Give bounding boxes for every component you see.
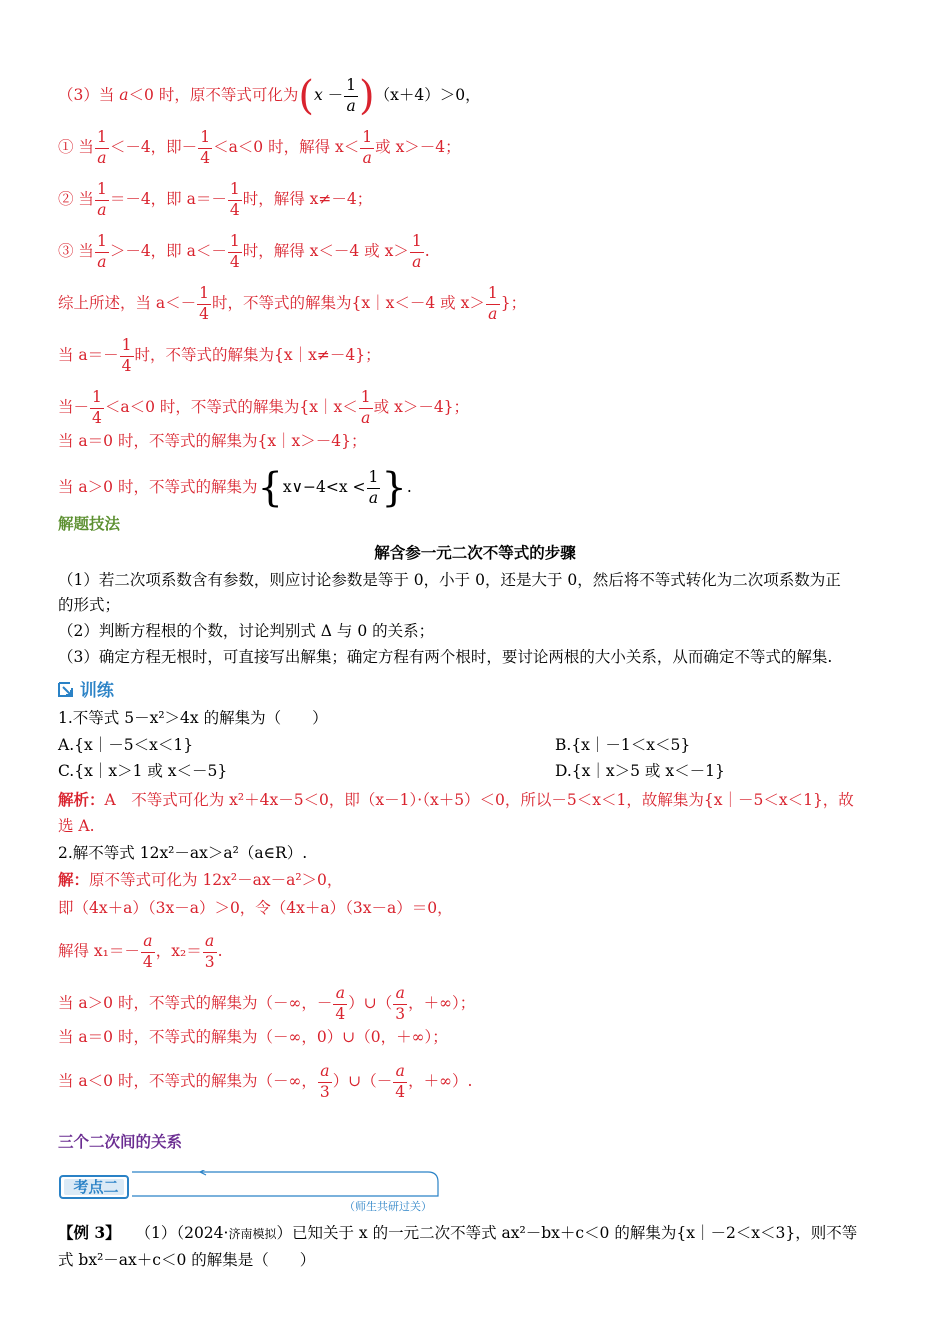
summary-2: 当 a＝－ $\frac{1}{4}$ 时，不等式的解集为{x｜x≠－4}； [58, 336, 381, 375]
example-3-line2: 式 bx²－ax＋c＜0 的解集是（ ） [58, 1251, 316, 1269]
method-step-1a: （1）若二次项系数含有参数，则应讨论参数是等于 0，小于 0，还是大于 0，然后将不等式转化为二次项系数为正 [58, 571, 841, 589]
case3-sub2: ② 当 $\frac{1}{a}$ ＝－4，即 a＝－ $\frac{1}{4}$ 时，解得 x≠－4； [58, 180, 373, 219]
question-2: 2.解不等式 12x²－ax＞a²（a∈R）. [58, 844, 308, 862]
case3-sub1: ① 当 $\frac{1}{a}$ ＜－4，即－ $\frac{1}{4}$ ＜a＜0 时，解得 x＜ $\frac{1}{a}$ 或 x＞－4； [58, 128, 461, 167]
answer-1-cont: 选 A. [58, 817, 95, 835]
kaodian-subtitle: （师生共研过关） [344, 1200, 432, 1213]
training-header: 训练 [58, 680, 114, 702]
option-a: A.{x｜－5＜x＜1} [58, 736, 194, 754]
example-3-line1: 【例 3】 （1）（2024·济南模拟）已知关于 x 的一元二次不等式 ax²－bx＋c＜0 的解集为{x｜－2＜x＜3}，则不等 [58, 1223, 858, 1242]
answer-2-line1: 解：原不等式可化为 12x²－ax－a²＞0， [58, 870, 343, 889]
answer-2-case-pos: 当 a＞0 时，不等式的解集为（－∞，－ $\frac{a}{4}$ ）∪（ $\frac{a}{3}$ ，＋∞）； [58, 984, 476, 1023]
kaodian-banner [58, 1170, 440, 1213]
summary-3: 当－ $\frac{1}{4}$ ＜a＜0 时，不等式的解集为{x｜x＜ $\frac{1}{a}$ 或 x＞－4}； [58, 388, 470, 427]
answer-2-roots: 解得 x₁＝－ $\frac{a}{4}$ ，x₂＝ $\frac{a}{3}$ . [58, 932, 223, 971]
method-step-3: （3）确定方程无根时，可直接写出解集；确定方程有两个根时，要讨论两根的大小关系，从而确定不等式的解集. [58, 648, 833, 666]
method-step-2: （2）判断方程根的个数，讨论判别式 Δ 与 0 的关系； [58, 622, 435, 640]
case3-line: （3）当 a＜0 时，原不等式可化为(x － $\frac{1}{a}$ )（x＋4）＞0， [58, 73, 481, 119]
section-title: 三个二次间的关系 [58, 1133, 183, 1151]
option-c: C.{x｜x＞1 或 x＜－5} [58, 762, 228, 780]
answer-1: 解析：A 不等式可化为 x²＋4x－5＜0，即（x－1）·（x＋5）＜0，所以－5＜x＜1，故解集为{x｜－5＜x＜1}，故 [58, 790, 854, 809]
question-1: 1.不等式 5－x²＞4x 的解集为（ ） [58, 709, 328, 727]
summary-5: 当 a＞0 时，不等式的解集为{x∨−4<x < $\frac{1}{a}$ }. [58, 465, 412, 511]
answer-2-case-zero: 当 a＝0 时，不等式的解集为（－∞，0）∪（0，＋∞）； [58, 1028, 448, 1046]
method-step-1b: 的形式； [58, 596, 121, 614]
case3-sub3: ③ 当 $\frac{1}{a}$ ＞－4，即 a＜－ $\frac{1}{4}$ 时，解得 x＜－4 或 x＞ $\frac{1}{a}$ . [58, 232, 430, 271]
kaodian-label: 考点二 [73, 1178, 119, 1196]
method-title: 解含参一元二次不等式的步骤 [374, 544, 576, 562]
summary-1: 综上所述，当 a＜－ $\frac{1}{4}$ 时，不等式的解集为{x｜x＜－4 或 x＞ $\frac{1}{a}$ }； [58, 284, 527, 323]
option-d: D.{x｜x＞5 或 x＜－1} [555, 762, 725, 780]
summary-4: 当 a＝0 时，不等式的解集为{x｜x＞－4}； [58, 432, 367, 450]
answer-2-line2: 即（4x＋a）（3x－a）＞0，令（4x＋a）（3x－a）＝0， [58, 899, 453, 917]
method-label: 解题技法 [58, 515, 121, 533]
option-b: B.{x｜－1＜x＜5} [555, 736, 691, 754]
training-icon [58, 682, 74, 698]
answer-2-case-neg: 当 a＜0 时，不等式的解集为（－∞， $\frac{a}{3}$ ）∪（－ $\frac{a}{4}$ ，＋∞）. [58, 1062, 473, 1101]
